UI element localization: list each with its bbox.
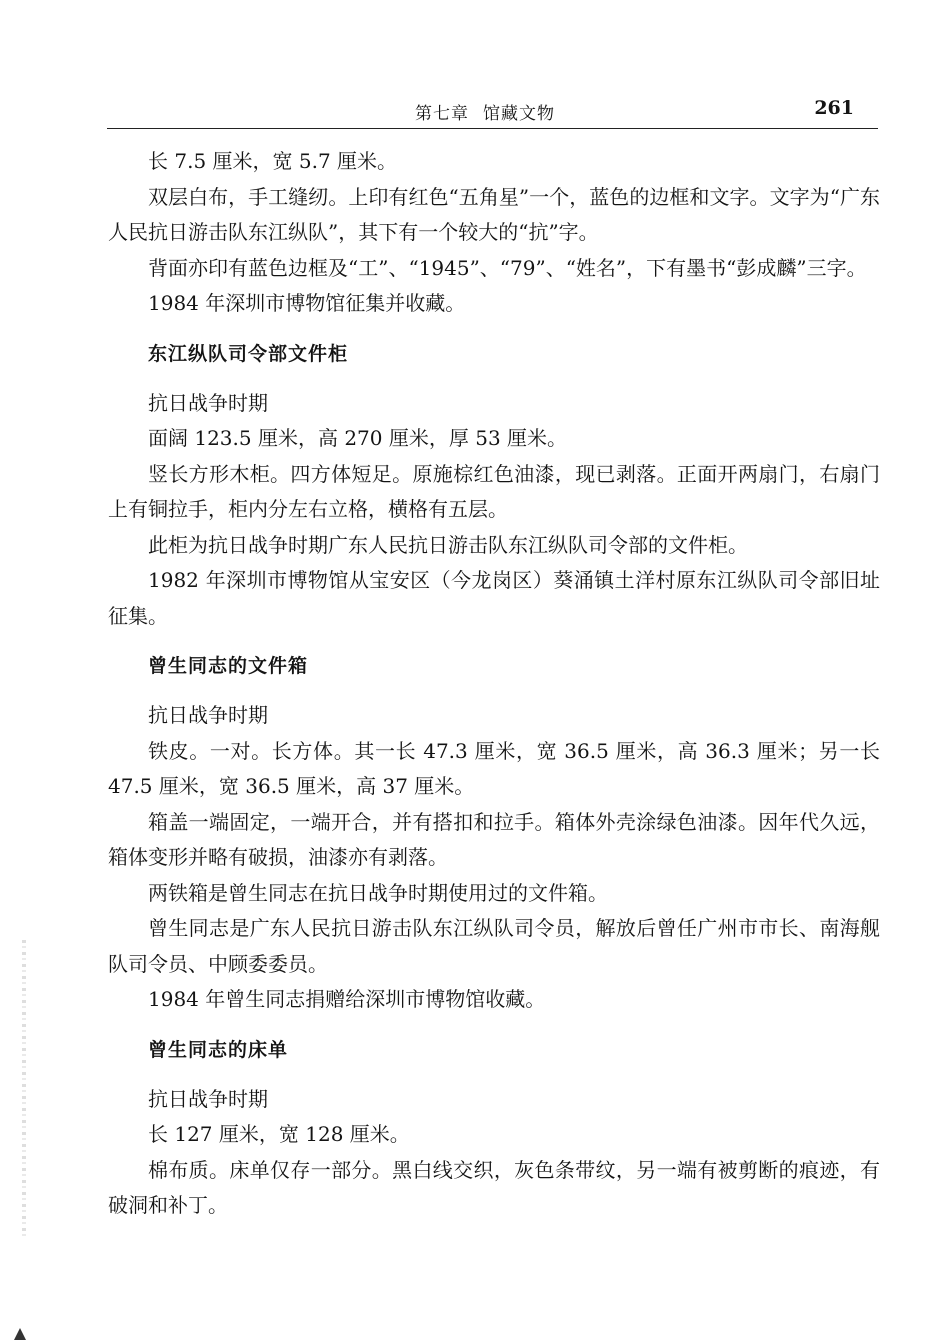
paragraph: 箱盖一端固定，一端开合，并有搭扣和拉手。箱体外壳涂绿色油漆。因年代久远，箱体变形并略有破损，油漆亦有剥落。 — [108, 809, 880, 869]
paragraph: 铁皮。一对。长方体。其一长 47.3 厘米，宽 36.5 厘米，高 36.3 厘米；另一长 47.5 厘米，宽 36.5 厘米，高 37 厘米。 — [108, 738, 880, 798]
section-heading: 东江纵队司令部文件柜 — [148, 342, 349, 365]
paragraph: 抗日战争时期 — [148, 703, 268, 727]
paragraph: 面阔 123.5 厘米，高 270 厘米，厚 53 厘米。 — [148, 426, 568, 450]
paragraph: 竖长方形木柜。四方体短足。原施棕红色油漆，现已剥落。正面开两扇门，右扇门上有铜拉手，柜内分左右立格，横格有五层。 — [108, 461, 880, 521]
paragraph: 曾生同志是广东人民抗日游击队东江纵队司令员，解放后曾任广州市市长、南海舰队司令员、中顾委委员。 — [108, 916, 880, 976]
paragraph: 1982 年深圳市博物馆从宝安区（今龙岗区）葵涌镇土洋村原东江纵队司令部旧址征集。 — [108, 568, 880, 628]
body-text — [108, 144, 880, 1224]
page-number: 261 — [814, 97, 854, 119]
section-heading: 曾生同志的床单 — [148, 1038, 289, 1061]
section-heading: 曾生同志的文件箱 — [148, 655, 309, 677]
paragraph: 1984 年深圳市博物馆征集并收藏。 — [148, 291, 466, 315]
paragraph: 1984 年曾生同志捐赠给深圳市博物馆收藏。 — [148, 987, 546, 1011]
paragraph: 背面亦印有蓝色边框及“工”、“1945”、“79”、“姓名”，下有墨书“彭成麟”三字。 — [148, 255, 867, 280]
paragraph: 双层白布，手工缝纫。上印有红色“五角星”一个，蓝色的边框和文字。文字为“广东人民抗日游击队东江纵队”，其下有一个较大的“抗”字。 — [108, 184, 880, 244]
paragraph: 两铁箱是曾生同志在抗日战争时期使用过的文件箱。 — [148, 880, 608, 905]
section-title: 馆藏文物 — [483, 104, 555, 124]
chapter-number: 第七章 — [415, 104, 469, 124]
paragraph: 抗日战争时期 — [148, 390, 268, 415]
paragraph: 抗日战争时期 — [148, 1086, 268, 1111]
scan-corner-mark — [14, 1328, 26, 1340]
running-header — [107, 92, 878, 129]
scan-edge-artifact — [22, 940, 26, 1240]
paragraph: 此柜为抗日战争时期广东人民抗日游击队东江纵队司令部的文件柜。 — [148, 532, 748, 557]
paragraph: 长 127 厘米，宽 128 厘米。 — [148, 1122, 410, 1146]
paragraph: 长 7.5 厘米，宽 5.7 厘米。 — [148, 149, 398, 173]
paragraph: 棉布质。床单仅存一部分。黑白线交织，灰色条带纹，另一端有被剪断的痕迹，有破洞和补丁。 — [108, 1157, 880, 1217]
chapter-title — [415, 99, 555, 124]
